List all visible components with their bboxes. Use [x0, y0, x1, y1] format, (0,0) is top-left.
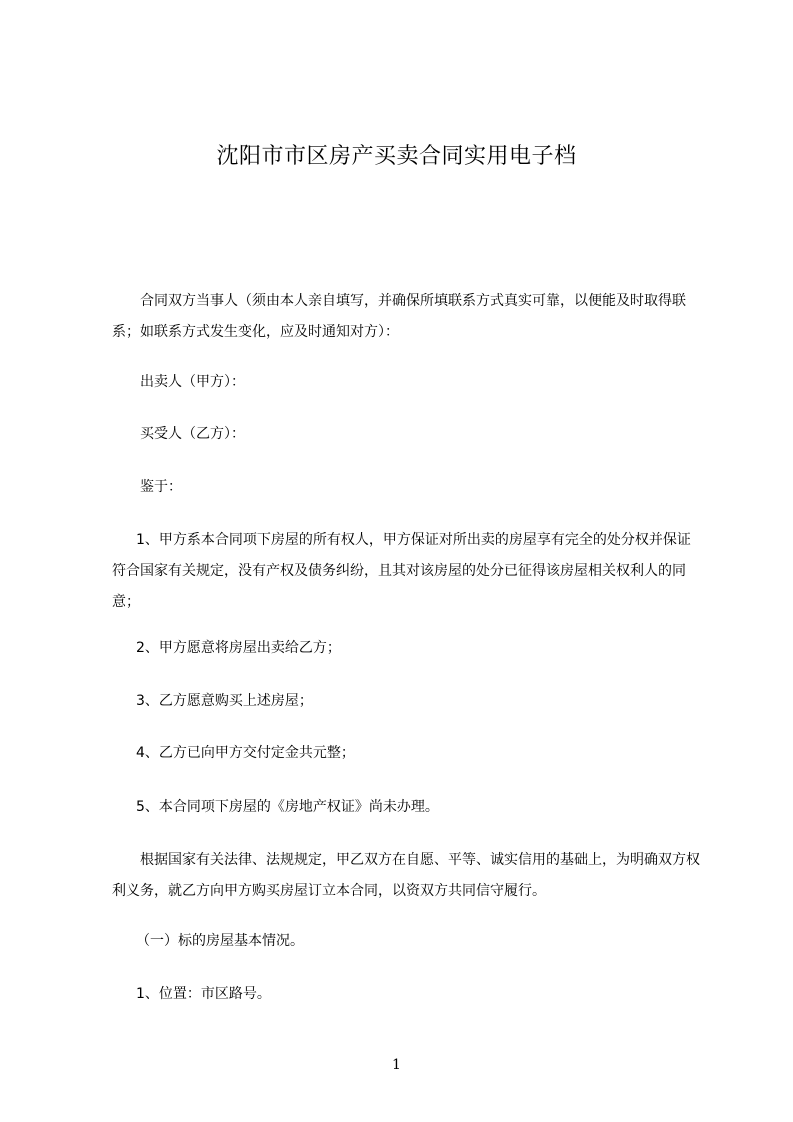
- page-number: 1: [392, 1057, 401, 1073]
- clause-item-1: 1、甲方系本合同项下房屋的所有权人，甲方保证对所出卖的房屋享有完全的处分权并保证符合国家有关规定，没有产权及债务纠纷，且其对该房屋的处分已征得该房屋相关权利人的同意；: [112, 532, 691, 610]
- seller-line: 出卖人（甲方）：: [140, 374, 245, 390]
- basis-paragraph: 根据国家有关法律、法规规定，甲乙双方在自愿、平等、诚实信用的基础上，为明确双方权利义务，就乙方向甲方购买房屋订立本合同，以资双方共同信守履行。: [112, 852, 700, 899]
- document-title: 沈阳市市区房产买卖合同实用电子档: [216, 144, 577, 169]
- clause-item-4: 4、乙方已向甲方交付定金共元整；: [136, 745, 355, 761]
- clause-item-3: 3、乙方愿意购买上述房屋；: [136, 693, 313, 709]
- location-line: 1、位置：市区路号。: [136, 986, 271, 1002]
- clause-item-2: 2、甲方愿意将房屋出卖给乙方；: [136, 640, 341, 656]
- intro-paragraph: 合同双方当事人（须由本人亲自填写，并确保所填联系方式真实可靠，以便能及时取得联系；如联系方式发生变化，应及时通知对方）：: [112, 293, 686, 340]
- clause-item-5: 5、本合同项下房屋的《房地产权证》尚未办理。: [136, 799, 439, 815]
- section-heading-1: （一）标的房屋基本情况。: [136, 933, 304, 949]
- whereas-line: 鉴于：: [140, 479, 182, 495]
- buyer-line: 买受人（乙方）：: [140, 426, 245, 442]
